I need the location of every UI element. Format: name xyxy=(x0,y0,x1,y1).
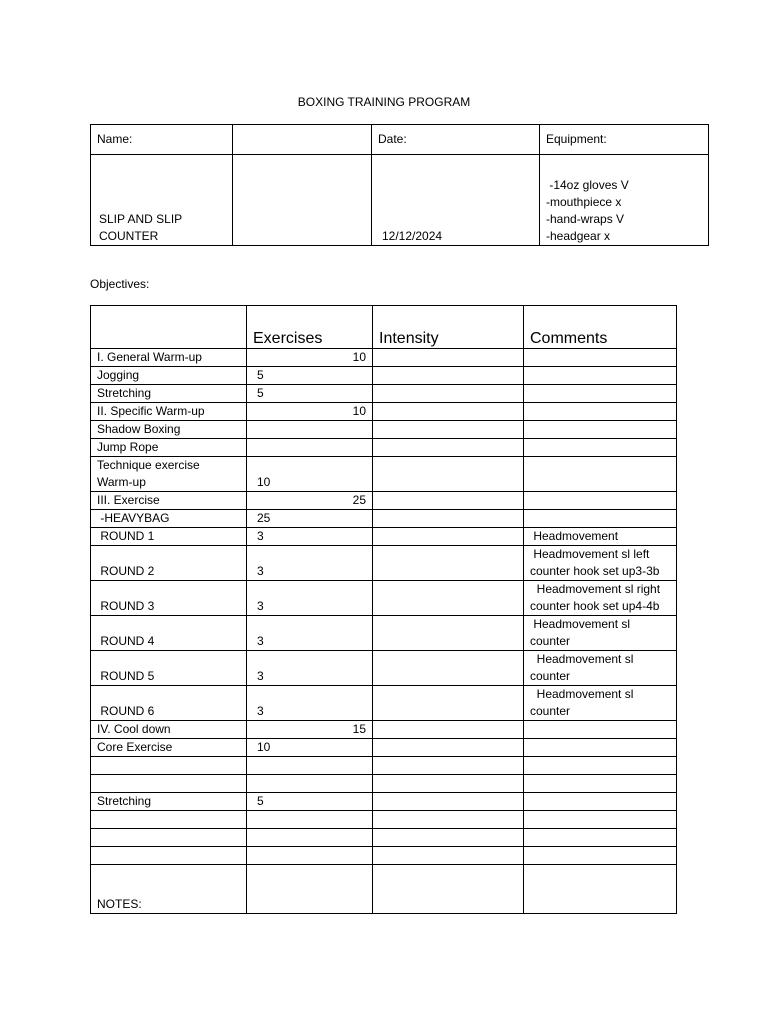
row-comment[interactable] xyxy=(524,757,677,775)
row-intensity[interactable] xyxy=(373,510,524,528)
row-exercises[interactable]: 25 xyxy=(247,510,373,528)
table-row xyxy=(91,775,677,793)
table-row xyxy=(91,367,677,385)
table-row xyxy=(91,457,677,492)
row-intensity[interactable] xyxy=(373,367,524,385)
row-comment[interactable]: Headmovement sl counter xyxy=(524,651,677,686)
equipment-item: -14oz gloves V xyxy=(546,178,629,192)
row-exercises[interactable]: 10 xyxy=(247,349,373,367)
date-value[interactable]: 12/12/2024 xyxy=(372,155,540,246)
row-comment[interactable] xyxy=(524,775,677,793)
row-intensity[interactable] xyxy=(373,457,524,492)
row-intensity[interactable] xyxy=(373,385,524,403)
equipment-item: -mouthpiece x xyxy=(546,195,622,209)
header-comments: Comments xyxy=(524,306,677,349)
training-table xyxy=(90,305,677,914)
row-intensity[interactable] xyxy=(373,739,524,757)
row-comment[interactable]: Headmovement xyxy=(524,528,677,546)
equipment-item: -headgear x xyxy=(546,229,611,243)
row-label[interactable]: Shadow Boxing xyxy=(91,421,247,439)
row-comment[interactable] xyxy=(524,439,677,457)
row-intensity[interactable] xyxy=(373,349,524,367)
date-label: Date: xyxy=(372,125,540,155)
row-comment[interactable] xyxy=(524,367,677,385)
row-exercises[interactable]: 5 xyxy=(247,793,373,811)
row-label[interactable]: Technique exercise Warm-up xyxy=(91,457,247,492)
row-label[interactable]: Jogging xyxy=(91,367,247,385)
table-row xyxy=(91,528,677,546)
row-comment[interactable] xyxy=(524,457,677,492)
blank-value-cell[interactable] xyxy=(233,155,372,246)
row-exercises[interactable]: 3 xyxy=(247,581,373,616)
row-exercises[interactable] xyxy=(247,421,373,439)
row-intensity[interactable] xyxy=(373,686,524,721)
row-label[interactable]: Stretching xyxy=(91,385,247,403)
row-comment[interactable]: Headmovement sl right counter hook set up4-4b xyxy=(524,581,677,616)
header-exercises: Exercises xyxy=(247,306,373,349)
table-row xyxy=(91,651,677,686)
table-header-row xyxy=(91,306,677,349)
row-label[interactable]: III. Exercise xyxy=(91,492,247,510)
row-intensity[interactable] xyxy=(373,793,524,811)
row-comment[interactable] xyxy=(524,510,677,528)
row-label[interactable] xyxy=(91,847,247,865)
row-exercises[interactable] xyxy=(247,847,373,865)
table-row xyxy=(91,492,677,510)
table-row xyxy=(91,721,677,739)
row-exercises[interactable]: 15 xyxy=(247,721,373,739)
notes-cell[interactable] xyxy=(524,865,677,914)
row-intensity[interactable] xyxy=(373,775,524,793)
row-label[interactable]: -HEAVYBAG xyxy=(91,510,247,528)
equipment-list[interactable] xyxy=(540,155,709,246)
row-exercises[interactable]: 10 xyxy=(247,403,373,421)
row-label[interactable]: Core Exercise xyxy=(91,739,247,757)
table-row xyxy=(91,385,677,403)
row-exercises[interactable] xyxy=(247,829,373,847)
row-label[interactable]: IV. Cool down xyxy=(91,721,247,739)
document-title: BOXING TRAINING PROGRAM xyxy=(297,95,471,109)
header-blank xyxy=(91,306,247,349)
row-comment[interactable] xyxy=(524,793,677,811)
row-intensity[interactable] xyxy=(373,757,524,775)
row-exercises[interactable]: 3 xyxy=(247,528,373,546)
table-row xyxy=(91,739,677,757)
row-label[interactable]: ROUND 3 xyxy=(91,581,247,616)
row-intensity[interactable] xyxy=(373,616,524,651)
row-intensity[interactable] xyxy=(373,581,524,616)
row-intensity[interactable] xyxy=(373,811,524,829)
row-label[interactable] xyxy=(91,775,247,793)
table-row xyxy=(91,616,677,651)
row-label[interactable]: I. General Warm-up xyxy=(91,349,247,367)
row-comment[interactable]: Headmovement sl left counter hook set up3-3b xyxy=(524,546,677,581)
row-label[interactable]: ROUND 4 xyxy=(91,616,247,651)
row-exercises[interactable] xyxy=(247,775,373,793)
row-intensity[interactable] xyxy=(373,651,524,686)
table-row xyxy=(91,793,677,811)
row-exercises[interactable]: 10 xyxy=(247,457,373,492)
notes-label: NOTES: xyxy=(91,865,247,914)
row-intensity[interactable] xyxy=(373,847,524,865)
row-label[interactable]: ROUND 1 xyxy=(91,528,247,546)
row-exercises[interactable]: 10 xyxy=(247,739,373,757)
table-row xyxy=(91,581,677,616)
header-intensity: Intensity xyxy=(373,306,524,349)
row-label[interactable]: Stretching xyxy=(91,793,247,811)
table-row xyxy=(91,829,677,847)
row-intensity[interactable] xyxy=(373,829,524,847)
name-label: Name: xyxy=(91,125,233,155)
row-exercises[interactable]: 3 xyxy=(247,546,373,581)
row-exercises[interactable] xyxy=(247,757,373,775)
notes-row xyxy=(91,865,677,914)
row-label[interactable] xyxy=(91,811,247,829)
row-exercises[interactable]: 25 xyxy=(247,492,373,510)
row-label[interactable]: II. Specific Warm-up xyxy=(91,403,247,421)
row-exercises[interactable]: 3 xyxy=(247,651,373,686)
row-label[interactable]: ROUND 5 xyxy=(91,651,247,686)
table-row xyxy=(91,349,677,367)
table-row xyxy=(91,546,677,581)
table-row xyxy=(91,811,677,829)
row-exercises[interactable]: 5 xyxy=(247,385,373,403)
row-comment[interactable] xyxy=(524,739,677,757)
row-intensity[interactable] xyxy=(373,403,524,421)
row-label[interactable]: Jump Rope xyxy=(91,439,247,457)
row-exercises[interactable]: 3 xyxy=(247,686,373,721)
equipment-item: -hand-wraps V xyxy=(546,212,625,226)
table-row xyxy=(91,510,677,528)
row-comment[interactable] xyxy=(524,385,677,403)
row-comment[interactable] xyxy=(524,721,677,739)
table-row xyxy=(91,686,677,721)
row-intensity[interactable] xyxy=(373,439,524,457)
row-intensity[interactable] xyxy=(373,421,524,439)
row-comment[interactable] xyxy=(524,349,677,367)
table-row xyxy=(91,403,677,421)
notes-cell[interactable] xyxy=(247,865,373,914)
row-comment[interactable] xyxy=(524,492,677,510)
row-exercises[interactable] xyxy=(247,811,373,829)
table-row xyxy=(91,847,677,865)
table-row xyxy=(91,757,677,775)
row-intensity[interactable] xyxy=(373,546,524,581)
header-table xyxy=(90,124,709,246)
row-comment[interactable] xyxy=(524,403,677,421)
table-row xyxy=(91,439,677,457)
row-exercises[interactable] xyxy=(247,439,373,457)
row-intensity[interactable] xyxy=(373,721,524,739)
table-row xyxy=(91,421,677,439)
row-label[interactable] xyxy=(91,757,247,775)
row-comment[interactable]: Headmovement sl counter xyxy=(524,686,677,721)
row-comment[interactable] xyxy=(524,829,677,847)
row-intensity[interactable] xyxy=(373,528,524,546)
name-value[interactable]: SLIP AND SLIP COUNTER xyxy=(91,155,233,246)
row-exercises[interactable]: 3 xyxy=(247,616,373,651)
blank-label-cell xyxy=(233,125,372,155)
objectives-label: Objectives: xyxy=(90,277,150,291)
row-comment[interactable] xyxy=(524,421,677,439)
row-label[interactable] xyxy=(91,829,247,847)
row-label[interactable]: ROUND 6 xyxy=(91,686,247,721)
notes-cell[interactable] xyxy=(373,865,524,914)
row-label[interactable]: ROUND 2 xyxy=(91,546,247,581)
row-intensity[interactable] xyxy=(373,492,524,510)
row-comment[interactable] xyxy=(524,847,677,865)
equipment-label: Equipment: xyxy=(540,125,709,155)
row-comment[interactable] xyxy=(524,811,677,829)
row-comment[interactable]: Headmovement sl counter xyxy=(524,616,677,651)
row-exercises[interactable]: 5 xyxy=(247,367,373,385)
